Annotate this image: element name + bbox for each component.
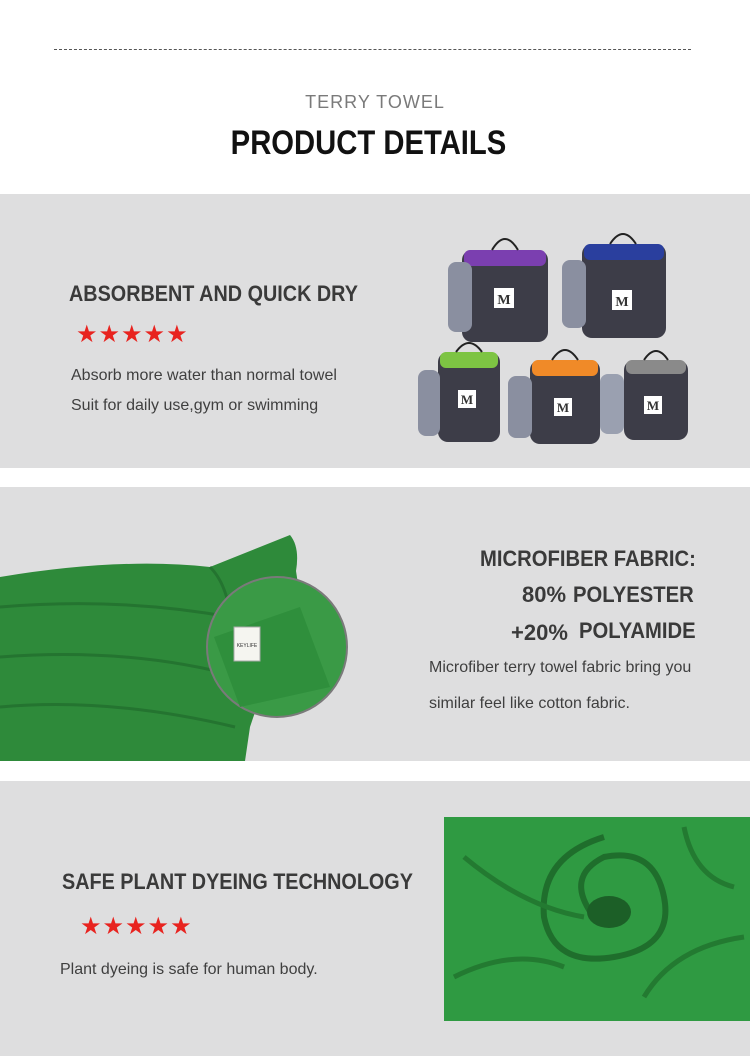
section-absorbent: [0, 194, 750, 468]
section-microfiber: [0, 487, 750, 761]
body-line-2: similar feel like cotton fabric.: [429, 695, 630, 712]
svg-text:M: M: [615, 295, 629, 310]
towel-bag-grey: [600, 351, 688, 440]
svg-text:M: M: [646, 398, 660, 413]
section-heading: ABSORBENT AND QUICK DRY: [69, 281, 358, 306]
green-towel-image: [0, 487, 360, 761]
material-polyamide: POLYAMIDE: [579, 618, 696, 643]
towel-bag-blue: [562, 234, 666, 338]
rating-stars: ★★★★★: [76, 321, 189, 348]
towel-bags-image: [412, 230, 702, 450]
svg-text:M: M: [556, 400, 570, 415]
pct-polyamide: +20%: [511, 620, 568, 645]
body-line-1: Plant dyeing is safe for human body.: [60, 961, 318, 978]
section-heading: MICROFIBER FABRIC:: [480, 546, 696, 571]
material-polyester: POLYESTER: [573, 582, 694, 607]
folded-towel-image: [444, 817, 750, 1021]
rating-stars: ★★★★★: [80, 913, 193, 940]
body-line-1: Absorb more water than normal towel: [71, 367, 337, 384]
page-subtitle: TERRY TOWEL: [305, 92, 445, 112]
page-title: PRODUCT DETAILS: [230, 124, 507, 162]
svg-text:M: M: [497, 293, 511, 308]
towel-bag-orange: [508, 350, 600, 444]
body-line-1: Microfiber terry towel fabric bring you: [429, 659, 692, 676]
section-heading: SAFE PLANT DYEING TECHNOLOGY: [62, 869, 413, 894]
section-plant-dyeing: [0, 781, 750, 1056]
svg-text:M: M: [460, 392, 474, 407]
divider-dashed: [54, 49, 691, 50]
pct-polyester: 80%: [522, 582, 567, 607]
body-line-2: Suit for daily use,gym or swimming: [71, 397, 319, 414]
towel-bag-green: [418, 343, 500, 442]
tag-text: KEYLIFE: [236, 643, 258, 649]
towel-bag-purple: [448, 239, 548, 342]
